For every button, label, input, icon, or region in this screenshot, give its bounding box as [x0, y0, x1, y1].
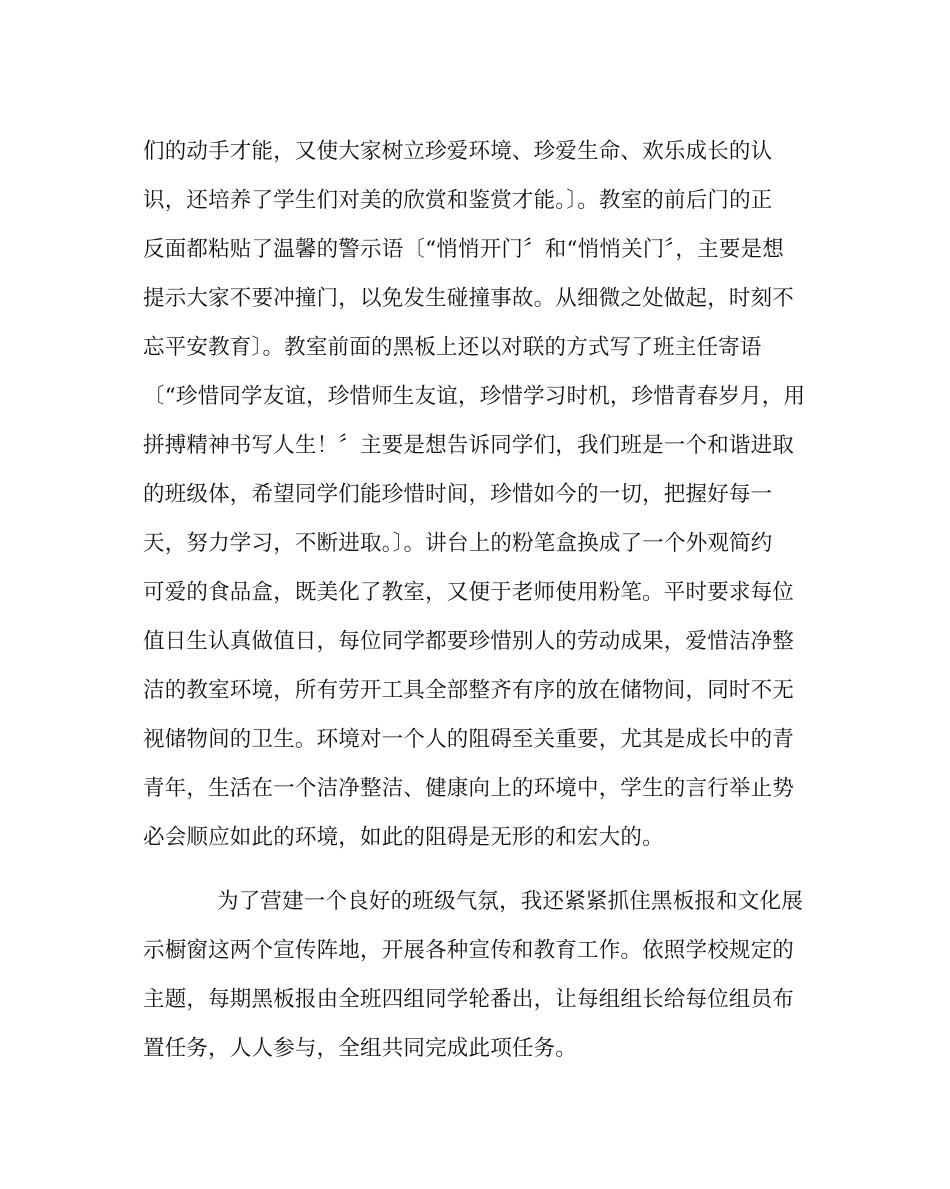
paragraph-line: 识，还培养了学生们对美的欣赏和鉴赏才能。〕。教室的前后门的正: [143, 188, 773, 213]
paragraph-line: 主题，每期黑板报由全班四组同学轮番出，让每组组长给每位组员布: [143, 987, 795, 1012]
paragraph-1: [143, 127, 823, 862]
paragraph-line: 们的动手才能，又使大家树立珍爱环境、珍爱生命、欢乐成长的认: [143, 139, 773, 164]
paragraph-line: 〔“珍惜同学友谊，珍惜师生友谊，珍惜学习时机，珍惜青春岁月，用: [143, 384, 806, 409]
paragraph-line: 置任务，人人参与，全组共同完成此项任务。: [143, 1036, 578, 1061]
paragraph-line: 可爱的食品盒，既美化了教室，又便于老师使用粉笔。平时要求每位: [143, 580, 795, 605]
paragraph-line: 反面都粘贴了温馨的警示语〔“悄悄开门〞和“悄悄关门〞，主要是想: [143, 237, 784, 262]
paragraph-line: 的班级体，希望同学们能珍惜时间，珍惜如今的一切，把握好每一: [143, 482, 773, 507]
paragraph-line: 忘平安教育〕。教室前面的黑板上还以对联的方式写了班主任寄语: [143, 335, 762, 360]
paragraph-line: 必会顺应如此的环境，如此的阻碍是无形的和宏大的。: [143, 825, 664, 850]
paragraph-2: [143, 877, 823, 1073]
paragraph-line: 示橱窗这两个宣传阵地，开展各种宣传和教育工作。依照学校规定的: [143, 938, 795, 963]
paragraph-line: 拼搏精神书写人生！〞主要是想告诉同学们，我们班是一个和谐进取: [143, 433, 795, 458]
paragraph-line: 提示大家不要冲撞门，以免发生碰撞事故。从细微之处做起，时刻不: [143, 286, 795, 311]
paragraph-line: 青年，生活在一个洁净整洁、健康向上的环境中，学生的言行举止势: [143, 776, 795, 801]
paragraph-line: 洁的教室环境，所有劳开工具全部整齐有序的放在储物间，同时不无: [143, 678, 795, 703]
paragraph-line: 值日生认真做值日，每位同学都要珍惜别人的劳动成果，爱惜洁净整: [143, 629, 795, 654]
paragraph-line: 天，努力学习，不断进取。〕。讲台上的粉笔盒换成了一个外观简约: [143, 531, 773, 556]
paragraph-line: 为了营建一个良好的班级气氛，我还紧紧抓住黑板报和文化展: [217, 889, 803, 914]
paragraph-line: 视储物间的卫生。环境对一个人的阻碍至关重要，尤其是成长中的青: [143, 727, 795, 752]
